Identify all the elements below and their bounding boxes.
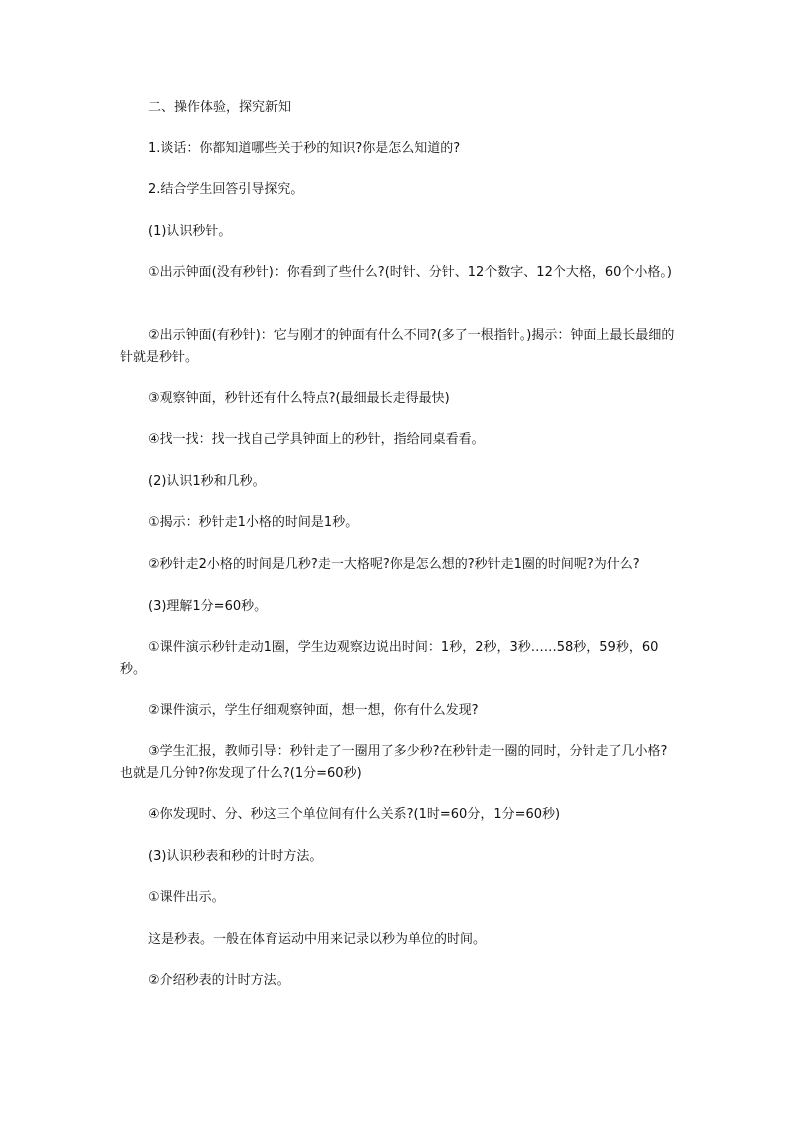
subheading-1: (1)认识秒针。	[148, 224, 232, 239]
paragraph-1-1: ①出示钟面(没有秒针)：你看到了些什么?(时针、分针、12个数字、12个大格，60个小格。)	[148, 265, 672, 280]
paragraph-3-2: ②课件演示，学生仔细观察钟面，想一想，你有什么发现?	[148, 703, 479, 718]
paragraph-2-1: ①揭示：秒针走1小格的时间是1秒。	[148, 515, 359, 530]
paragraph-1-2: ②出示钟面(有秒针)：它与刚才的钟面有什么不同?(多了一根指针。)揭示：钟面上最长最细的针就是秒针。	[120, 328, 675, 365]
paragraph-1-3: ③观察钟面，秒针还有什么特点?(最细最长走得最快)	[148, 391, 450, 406]
paragraph-3-3: ③学生汇报，教师引导：秒针走了一圈用了多少秒?在秒针走一圈的同时，分针走了几小格?也就是几分钟?你发现了什么?(1分=60秒)	[120, 744, 668, 781]
paragraph-4-1: ①课件出示。	[148, 890, 225, 905]
paragraph-1-4: ④找一找：找一找自己学具钟面上的秒针，指给同桌看看。	[148, 432, 485, 447]
section-heading: 二、操作体验，探究新知	[148, 100, 292, 115]
subheading-2: (2)认识1秒和几秒。	[148, 474, 266, 489]
paragraph-talk: 1.谈话：你都知道哪些关于秒的知识?你是怎么知道的?	[148, 141, 461, 156]
subheading-3: (3)理解1分=60秒。	[148, 599, 268, 614]
paragraph-3-4: ④你发现时、分、秒这三个单位间有什么关系?(1时=60分，1分=60秒)	[148, 807, 561, 822]
paragraph-4-2: ②介绍秒表的计时方法。	[148, 973, 290, 988]
paragraph-4-text: 这是秒表。一般在体育运动中用来记录以秒为单位的时间。	[148, 932, 487, 947]
paragraph-3-1: ①课件演示秒针走动1圈，学生边观察边说出时间：1秒，2秒，3秒……58秒，59秒，60秒。	[120, 640, 659, 677]
paragraph-guide: 2.结合学生回答引导探究。	[148, 182, 304, 197]
subheading-4: (3)认识秒表和秒的计时方法。	[148, 849, 323, 864]
paragraph-2-2: ②秒针走2小格的时间是几秒?走一大格呢?你是怎么想的?秒针走1圈的时间呢?为什么?	[148, 557, 640, 572]
